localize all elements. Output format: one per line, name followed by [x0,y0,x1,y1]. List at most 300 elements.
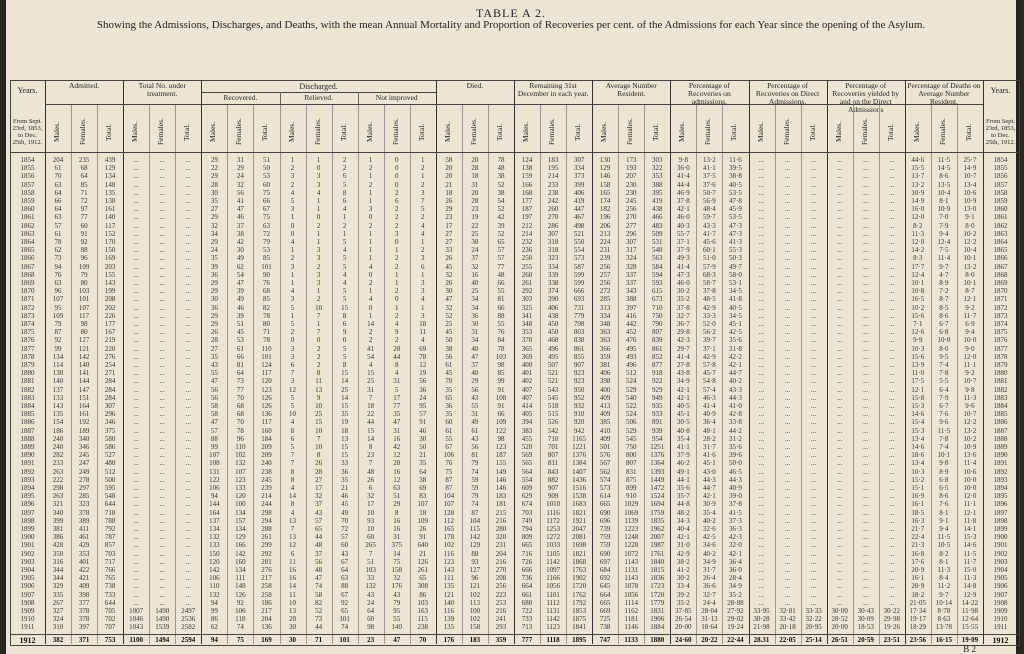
table-cell: 792 [104,525,116,533]
year-cell-right: 1898 [993,516,1008,525]
table-cell: 1101 [546,590,560,599]
table-cell: 146 [495,475,507,484]
table-cell: 8·6 [939,172,949,181]
table-cell: 495 [625,344,637,353]
year-cell: 1900 [20,533,35,542]
table-cell: 692 [599,574,611,583]
table-cell: 8 [342,311,347,320]
table-cell: 18·5 [911,508,925,517]
table-cell: ... [863,238,869,246]
table-cell: ... [133,270,139,279]
table-cell: ... [758,369,765,378]
table-cell: ... [837,402,843,410]
table-cell: 1029 [624,500,639,509]
table-cell: 298 [261,508,272,517]
table-cell: 61 [54,164,62,173]
table-cell: 15·5 [911,164,925,173]
table-cell: 76 [445,459,453,468]
table-cell: ... [863,598,869,607]
table-cell: ... [784,254,791,263]
table-cell: ... [863,270,869,279]
table-cell: 33·4 [676,582,690,591]
table-cell: 161 [104,205,116,214]
table-cell: 8·2 [939,549,949,558]
table-cell: ... [758,525,765,533]
year-cell: 1878 [20,352,35,361]
table-cell: 38·8 [729,172,742,181]
table-cell: 524 [625,410,637,419]
table-cell: 1762 [572,590,587,599]
table-cell: ... [159,156,165,164]
table-cell: 60 [445,418,453,427]
table-cell: 46 [236,303,244,312]
year-cell: 1882 [20,385,35,394]
table-cell: 9·4 [965,328,975,337]
year-cell: 1896 [20,500,35,509]
table-cell: ... [863,582,869,591]
table-cell: ... [889,525,895,533]
table-cell: ... [758,492,765,501]
table-cell: 16 [471,270,479,279]
table-cell: 4·7 [939,270,949,279]
table-cell: 219 [104,336,116,345]
table-cell: 5 [394,385,399,394]
table-cell: 30 [445,287,453,296]
table-cell: 59·7 [702,213,716,222]
table-cell: 236 [521,246,533,255]
table-cell: 45 [445,328,453,337]
table-cell: 131 [209,467,220,476]
table-cell: 75 [262,213,270,222]
table-cell: 406 [573,188,585,197]
table-cell: 318 [547,238,559,246]
table-cell: 6·4 [939,385,949,394]
table-cell: 31 [393,426,401,435]
table-cell: ... [811,475,817,484]
table-cell: 258 [261,582,272,591]
table-cell: 1165 [572,434,586,443]
table-cell: ... [185,598,191,607]
table-cell: 26 [419,525,427,533]
table-cell: 50 [445,336,453,345]
year-cell: 1895 [20,492,35,501]
table-cell: ... [758,549,765,558]
table-cell: ... [185,418,191,427]
table-cell: 159 [521,172,533,181]
table-cell: 693 [573,295,585,304]
table-cell: 49 [236,295,244,304]
table-cell: ... [133,369,139,378]
table-cell: 28·52 [831,615,848,624]
table-cell: ... [185,377,191,386]
table-cell: ... [159,557,165,566]
table-cell: ... [863,475,869,484]
table-cell: ... [811,238,817,246]
table-cell: 67 [445,443,453,451]
table-cell: ... [159,500,165,509]
total-cell: 70 [419,635,427,644]
table-cell: 46 [419,426,427,435]
table-cell: 9·1 [965,213,975,222]
table-cell: 16·1 [911,500,925,509]
year-cell: 1869 [20,279,35,287]
table-cell: 136 [261,623,272,632]
table-cell: 31·0 [676,541,690,550]
table-cell: 398 [78,590,90,599]
table-cell: 1043 [129,623,144,632]
table-cell: 28 [471,197,479,205]
year-cell: 1885 [20,410,35,419]
table-cell: 400 [521,361,533,369]
table-cell: ... [811,582,817,591]
table-cell: 1146 [624,623,639,632]
table-cell: 137 [52,385,64,394]
table-cell: ... [185,566,191,574]
table-cell: 51·0 [702,254,716,263]
table-cell: ... [863,213,869,222]
table-cell: ... [758,336,765,345]
table-cell: 282 [52,451,64,460]
table-cell: 19 [471,213,479,222]
table-cell: 2 [421,246,425,255]
table-cell: 53·5 [729,213,742,222]
table-cell: 389 [78,516,90,525]
table-cell: ... [837,320,843,328]
table-cell: 1 [368,188,373,197]
table-cell: 595 [104,484,116,492]
table-cell: ... [889,582,895,591]
table-cell: ... [811,451,817,460]
table-cell: 35·6 [676,484,690,492]
table-cell: 363 [599,336,611,345]
table-cell: 36 [471,311,479,320]
table-cell: 32·6 [702,525,716,533]
table-cell: 157 [235,516,246,525]
table-cell: ... [811,221,817,230]
table-cell: 270 [547,213,559,222]
table-cell: 38 [471,238,479,246]
table-cell: ... [863,279,869,287]
table-cell: 1868 [572,557,587,566]
table-cell: 337 [625,270,637,279]
year-cell: 1894 [20,484,35,492]
table-cell: 717 [104,557,116,566]
table-cell: 0 [368,303,373,312]
table-cell: 18 [445,188,453,197]
table-cell: 397 [625,303,637,312]
table-cell: 327 [52,607,64,615]
table-cell: 6·7 [939,320,949,328]
table-cell: 20·18 [779,623,796,632]
table-cell: 1 [368,246,373,255]
table-cell: 244 [261,500,272,509]
table-cell: ... [889,574,895,583]
table-cell: 12 [393,451,401,460]
table-cell: 303 [652,156,663,164]
table-cell: 240 [52,443,64,451]
table-cell: 117 [78,311,90,320]
table-cell: 8·2 [913,221,923,230]
table-cell: 134 [235,566,246,574]
table-cell: 124 [261,361,272,369]
table-cell: 2536 [181,615,196,624]
table-cell: ... [133,467,139,476]
table-cell: 750 [625,443,637,451]
table-cell: 506 [625,418,637,427]
year-cell-right: 1868 [993,270,1008,279]
table-cell: 407 [521,385,533,394]
table-cell: 35 [341,475,349,484]
table-cell: 95 [54,303,62,312]
table-cell: 733 [521,615,533,624]
table-cell: 58·7 [702,279,716,287]
total-cell: 183 [469,635,481,644]
table-cell: ... [889,541,895,550]
table-cell: ... [863,197,869,205]
table-cell: 2 [342,221,347,230]
table-cell: 55 [497,287,505,296]
table-cell: 28 [471,164,479,173]
table-cell: ... [784,467,791,476]
table-cell: 736 [521,574,533,583]
table-cell: ... [185,451,191,460]
table-cell: 104 [469,516,481,525]
table-cell: 48·4 [702,205,716,214]
table-cell: ... [863,246,869,255]
year-cell: 1884 [20,402,35,410]
table-cell: ... [784,311,791,320]
table-cell: 42·3 [676,336,690,345]
table-cell: 562 [599,467,611,476]
table-cell: 5 [342,295,347,304]
table-cell: 1 [290,270,295,279]
total-cell: 359 [495,635,507,644]
year-cell: 1881 [20,377,35,386]
table-cell: 334 [547,262,559,271]
table-cell: 37·6 [702,180,716,189]
table-cell: 378 [78,615,90,624]
table-cell: 134 [209,525,220,533]
table-cell: 1172 [546,516,560,525]
table-cell: 13·7 [911,172,925,181]
table-cell: 256 [495,582,507,591]
table-cell: 136 [261,410,272,419]
table-cell: 76 [262,279,270,287]
table-cell: 788 [104,516,116,525]
table-cell: 41·0 [729,402,742,410]
column-label: Females. [312,118,322,146]
table-cell: 120 [261,377,272,386]
table-cell: 35·4 [676,434,690,443]
table-cell: ... [133,361,139,369]
table-cell: 177 [521,197,533,205]
table-cell: 56 [445,352,453,361]
table-cell: ... [758,402,765,410]
year-cell: 1911 [20,623,35,632]
table-cell: 8 [342,361,347,369]
table-cell: ... [758,320,765,328]
table-cell: 521 [573,229,585,238]
table-cell: 518 [547,402,559,410]
table-cell: 10·6 [963,467,977,476]
table-cell: 133 [209,541,220,550]
table-cell: 2 [290,180,295,189]
total-cell: 1895 [572,635,587,644]
table-cell: ... [863,500,869,509]
table-cell: 61 [445,426,453,435]
table-cell: ... [758,598,765,607]
table-cell: 30 [419,434,427,443]
table-cell: 30·09 [857,615,874,624]
table-cell: 12·0 [963,352,977,361]
table-cell: 24·4 [702,598,716,607]
total-cell: 101 [339,635,350,644]
table-cell: 337 [625,279,637,287]
table-cell: 38 [497,172,505,181]
table-cell: 42·5 [702,533,716,542]
table-cell: ... [811,369,817,378]
table-cell: ... [837,459,843,468]
table-cell: ... [837,549,843,558]
table-cell: 6 [342,197,347,205]
table-cell: ... [863,566,869,574]
table-cell: 374 [547,287,559,296]
table-cell: ... [889,566,895,574]
table-cell: 15 [341,402,349,410]
table-cell: 388 [652,180,663,189]
table-cell: ... [159,492,165,501]
table-cell: 168 [521,188,533,197]
table-cell: 92 [236,598,244,607]
table-cell: 25 [367,377,375,386]
table-cell: 3 [290,262,295,271]
table-cell: 12·1 [963,295,977,304]
table-cell: 334 [573,164,585,173]
table-cell: 20 [445,172,453,181]
table-cell: 74 [341,623,349,632]
table-cell: 17·34 [909,607,927,615]
table-cell: 718 [104,508,116,517]
table-cell: 31·2 [729,434,742,443]
table-cell: 18·29 [909,623,927,632]
table-cell: 42·2 [729,352,742,361]
table-cell: ... [159,475,165,484]
table-cell: 8·3 [913,254,923,263]
table-cell: 79 [80,270,88,279]
table-cell: 7 [421,197,425,205]
year-cell-right: 1900 [993,533,1008,542]
table-cell: 8·6 [939,492,949,501]
table-cell: 29·02 [727,615,744,624]
table-cell: 929 [652,385,663,394]
table-cell: ... [811,393,817,402]
table-cell: 70 [236,393,244,402]
table-cell: 11·3 [911,229,925,238]
table-cell: ... [784,279,791,287]
table-cell: 213 [599,229,611,238]
table-cell: ... [784,197,791,205]
table-cell: 98 [367,623,375,632]
table-cell: 10·9 [911,188,925,197]
year-cell-right: 1854 [993,156,1008,164]
table-cell: 134 [52,352,64,361]
table-cell: 1078 [624,582,639,591]
table-cell: 75 [445,467,453,476]
table-cell: 78 [262,336,270,345]
table-cell: 666 [573,287,585,296]
table-cell: 593 [652,279,663,287]
table-cell: 72 [80,197,88,205]
table-cell: 15 [367,369,375,378]
table-cell: 37·5 [702,172,716,181]
table-cell: 126 [235,590,246,599]
table-cell: ... [159,213,165,222]
table-cell: ... [811,508,817,517]
table-cell: 98 [497,361,505,369]
year-cell-right: 1855 [993,164,1008,173]
table-cell: 15·3 [911,402,925,410]
table-cell: ... [889,156,895,164]
table-cell: 75 [262,188,270,197]
table-cell: 26 [445,279,453,287]
table-cell: ... [758,385,765,394]
table-cell: ... [863,188,869,197]
years-header-right: Years. [990,86,1011,95]
table-cell: 1538 [572,492,587,501]
table-cell: 35 [393,410,401,419]
table-cell: 15·6 [911,352,925,361]
table-cell: 3 [316,172,321,181]
table-cell: 8 [290,467,295,476]
table-cell: 378 [78,607,90,615]
table-cell: 390 [547,295,559,304]
table-cell: 5 [342,254,347,263]
table-cell: ... [784,385,791,394]
table-cell: 1056 [546,582,561,591]
table-cell: 696 [599,516,611,525]
table-cell: 702 [104,615,116,624]
total-cell: 25·14 [805,635,822,644]
year-cell-right: 1872 [993,303,1008,312]
table-cell: 126 [261,393,272,402]
table-cell: 13·6 [963,451,977,460]
table-cell: ... [889,475,895,484]
table-cell: 29 [210,213,218,222]
table-cell: 13 [289,516,297,525]
table-cell: 344 [52,574,64,583]
table-cell: ... [784,434,791,443]
table-cell: 102 [443,541,455,550]
table-cell: 18 [367,402,375,410]
table-cell: ... [133,410,139,419]
year-cell: 1877 [20,344,35,353]
year-cell-right: 1891 [993,459,1008,468]
table-cell: 15 [341,369,349,378]
table-cell: 949 [652,393,663,402]
table-cell: 522 [625,402,637,410]
table-cell: 8·4 [939,574,949,583]
table-cell: ... [837,270,843,279]
table-cell: 7 [290,525,295,533]
year-cell: 1897 [20,508,35,517]
table-cell: 16·1 [911,574,925,583]
table-cell: 527 [104,451,116,460]
table-cell: ... [185,205,191,214]
table-cell: ... [758,574,765,583]
table-cell: 10 [315,443,323,451]
table-cell: 39 [236,311,244,320]
table-cell: 80 [262,320,270,328]
